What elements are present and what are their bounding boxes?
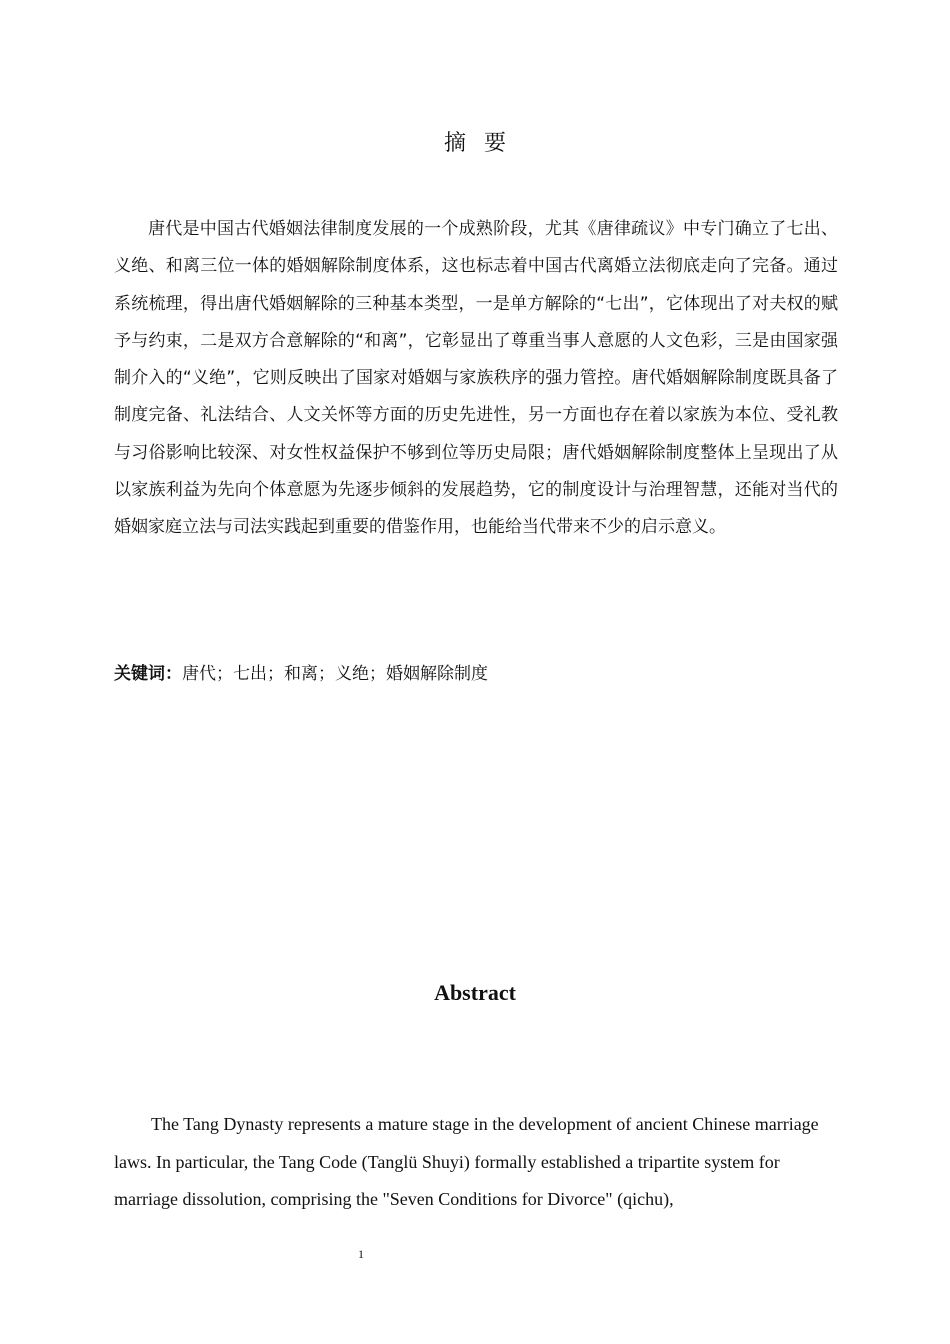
keywords-label: 关键词： xyxy=(114,664,182,684)
keywords-text: 唐代；七出；和离；义绝；婚姻解除制度 xyxy=(182,664,488,684)
chinese-abstract-title: 摘要 xyxy=(443,131,524,156)
english-abstract-body: The Tang Dynasty represents a mature stage in the development of ancient Chinese marriage laws. In particular, the Tang Code (Tanglü Shuyi) formally established a tripartite system for marriage dissolution, comprising the "Seven Conditions for Divorce" (qichu), xyxy=(114,1114,819,1209)
chinese-abstract-body: 唐代是中国古代婚姻法律制度发展的一个成熟阶段，尤其《唐律疏议》中专门确立了七出、义绝、和离三位一体的婚姻解除制度体系，这也标志着中国古代离婚立法彻底走向了完备。通过系统梳理，得出唐代婚姻解除的三种基本类型，一是单方解除的“七出”，它体现出了对夫权的赋予与约束，二是双方合意解除的“和离”，它彰显出了尊重当事人意愿的人文色彩，三是由国家强制介入的“义绝”，它则反映出了国家对婚姻与家族秩序的强力管控。唐代婚姻解除制度既具备了制度完备、礼法结合、人文关怀等方面的历史先进性，另一方面也存在着以家族为本位、受礼教与习俗影响比较深、对女性权益保护不够到位等历史局限；唐代婚姻解除制度整体上呈现出了从以家族利益为先向个体意愿为先逐步倾斜的发展趋势，它的制度设计与治理智慧，还能对当代的婚姻家庭立法与司法实践起到重要的借鉴作用，也能给当代带来不少的启示意义。 xyxy=(114,219,838,538)
english-abstract-title: Abstract xyxy=(434,980,516,1005)
page-number: 1 xyxy=(358,1247,364,1261)
keywords-line xyxy=(114,659,488,689)
